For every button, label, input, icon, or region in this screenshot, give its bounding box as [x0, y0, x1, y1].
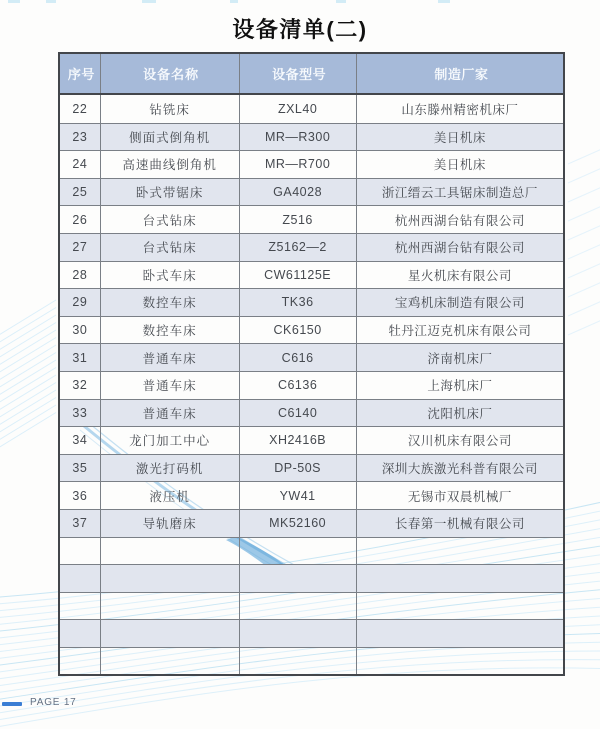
- table-row: [60, 399, 563, 427]
- table-row-empty: [60, 592, 563, 620]
- seq-cell: 37: [72, 516, 88, 531]
- name-cell: [100, 648, 239, 675]
- maker-cell: [356, 565, 563, 592]
- header-name: 设备名称: [100, 54, 239, 93]
- seq-cell: 28: [72, 267, 88, 282]
- seq-cell: 27: [72, 240, 88, 255]
- name-cell: 高速曲线倒角机: [100, 151, 239, 178]
- maker-cell: 汉川机床有限公司: [356, 427, 563, 454]
- name-cell: 激光打码机: [100, 455, 239, 482]
- model-cell: TK36: [239, 289, 356, 316]
- table-row: [60, 95, 563, 123]
- name-cell: 液压机: [100, 482, 239, 509]
- name-cell: 普通车床: [100, 372, 239, 399]
- table-row: [60, 261, 563, 289]
- seq-cell: 26: [72, 212, 88, 227]
- table-row-empty: [60, 647, 563, 675]
- name-cell: 数控车床: [100, 289, 239, 316]
- equipment-table: [58, 52, 565, 676]
- table-row-empty: [60, 564, 563, 592]
- maker-cell: 济南机床厂: [356, 344, 563, 371]
- maker-cell: 美日机床: [356, 151, 563, 178]
- table-row: [60, 288, 563, 316]
- maker-cell: 宝鸡机床制造有限公司: [356, 289, 563, 316]
- model-cell: MK52160: [239, 510, 356, 537]
- model-cell: [239, 593, 356, 620]
- model-cell: C6136: [239, 372, 356, 399]
- seq-cell: 25: [72, 185, 88, 200]
- seq-cell: 29: [72, 295, 88, 310]
- maker-cell: [356, 648, 563, 675]
- header-maker: 制造厂家: [356, 54, 563, 93]
- model-cell: CW61125E: [239, 262, 356, 289]
- maker-cell: [356, 538, 563, 565]
- table-row-empty: [60, 619, 563, 647]
- maker-cell: 杭州西湖台钻有限公司: [356, 234, 563, 261]
- model-cell: [239, 648, 356, 675]
- seq-cell: 36: [72, 488, 88, 503]
- table-row: [60, 123, 563, 151]
- model-cell: GA4028: [239, 179, 356, 206]
- model-cell: C6140: [239, 400, 356, 427]
- name-cell: 普通车床: [100, 344, 239, 371]
- model-cell: XH2416B: [239, 427, 356, 454]
- model-cell: DP-50S: [239, 455, 356, 482]
- name-cell: [100, 538, 239, 565]
- maker-cell: 星火机床有限公司: [356, 262, 563, 289]
- model-cell: MR—R300: [239, 124, 356, 151]
- maker-cell: 浙江缙云工具锯床制造总厂: [356, 179, 563, 206]
- seq-cell: 24: [72, 157, 88, 172]
- model-cell: [239, 620, 356, 647]
- maker-cell: 山东滕州精密机床厂: [356, 95, 563, 123]
- seq-cell: 23: [72, 129, 88, 144]
- model-cell: MR—R700: [239, 151, 356, 178]
- table-row-empty: [60, 537, 563, 565]
- model-cell: C616: [239, 344, 356, 371]
- page-number-label: PAGE 17: [30, 697, 77, 708]
- model-cell: [239, 565, 356, 592]
- seq-cell: 30: [72, 323, 88, 338]
- maker-cell: 长春第一机械有限公司: [356, 510, 563, 537]
- table-row: [60, 454, 563, 482]
- model-cell: Z5162—2: [239, 234, 356, 261]
- name-cell: 普通车床: [100, 400, 239, 427]
- table-row: [60, 178, 563, 206]
- maker-cell: 美日机床: [356, 124, 563, 151]
- seq-cell: 32: [72, 378, 88, 393]
- table-row: [60, 481, 563, 509]
- name-cell: 台式钻床: [100, 206, 239, 233]
- seq-cell: 22: [72, 101, 88, 116]
- table-row: [60, 316, 563, 344]
- header-seq: 序号: [67, 67, 95, 82]
- model-cell: ZXL40: [239, 95, 356, 123]
- name-cell: 龙门加工中心: [100, 427, 239, 454]
- table-row: [60, 371, 563, 399]
- table-header-row: [60, 54, 563, 95]
- maker-cell: 深圳大族激光科普有限公司: [356, 455, 563, 482]
- name-cell: 台式钻床: [100, 234, 239, 261]
- name-cell: 导轨磨床: [100, 510, 239, 537]
- header-model: 设备型号: [239, 54, 356, 93]
- name-cell: [100, 593, 239, 620]
- seq-cell: 33: [72, 405, 88, 420]
- name-cell: 侧面式倒角机: [100, 124, 239, 151]
- name-cell: 数控车床: [100, 317, 239, 344]
- maker-cell: 杭州西湖台钻有限公司: [356, 206, 563, 233]
- seq-cell: [60, 538, 100, 565]
- table-row: [60, 150, 563, 178]
- footer-accent-dash: [2, 702, 22, 706]
- maker-cell: 牡丹江迈克机床有限公司: [356, 317, 563, 344]
- name-cell: [100, 565, 239, 592]
- seq-cell: 35: [72, 461, 88, 476]
- maker-cell: 沈阳机床厂: [356, 400, 563, 427]
- maker-cell: 无锡市双晨机械厂: [356, 482, 563, 509]
- name-cell: 钻铣床: [100, 95, 239, 123]
- model-cell: CK6150: [239, 317, 356, 344]
- model-cell: Z516: [239, 206, 356, 233]
- seq-cell: [60, 620, 100, 647]
- table-row: [60, 233, 563, 261]
- name-cell: [100, 620, 239, 647]
- table-row: [60, 509, 563, 537]
- maker-cell: [356, 620, 563, 647]
- table-row: [60, 205, 563, 233]
- seq-cell: [60, 648, 100, 675]
- table-body: [60, 95, 563, 674]
- seq-cell: [60, 565, 100, 592]
- maker-cell: 上海机床厂: [356, 372, 563, 399]
- name-cell: 卧式带锯床: [100, 179, 239, 206]
- page-title: 设备清单(二): [232, 17, 368, 42]
- model-cell: [239, 538, 356, 565]
- maker-cell: [356, 593, 563, 620]
- table-row: [60, 426, 563, 454]
- seq-cell: 31: [72, 350, 88, 365]
- model-cell: YW41: [239, 482, 356, 509]
- seq-cell: 34: [72, 433, 88, 448]
- table-row: [60, 343, 563, 371]
- seq-cell: [60, 593, 100, 620]
- name-cell: 卧式车床: [100, 262, 239, 289]
